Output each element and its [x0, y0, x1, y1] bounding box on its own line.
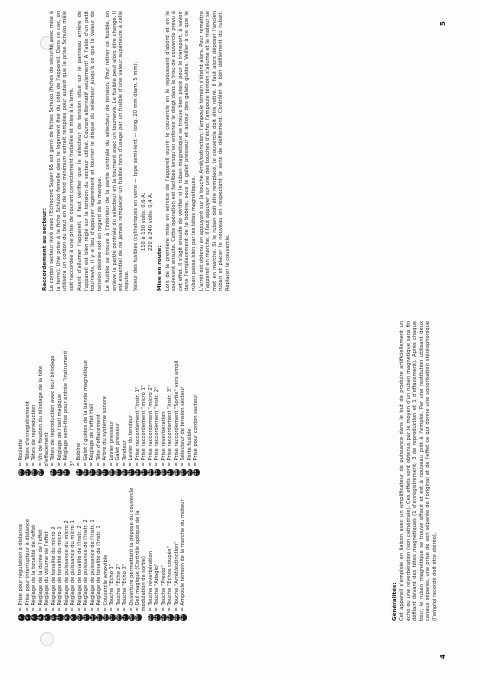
legend-number-badge: 27: [24, 469, 30, 476]
legend-number-badge: 26: [18, 469, 23, 476]
legend-text: = Touche "Echo 1": [109, 563, 115, 612]
secteur-heading: Raccordement au secteur:: [42, 208, 48, 291]
legend-text: = Tête d'effacement: [95, 414, 102, 467]
legend-number-badge: 6: [50, 616, 56, 620]
legend-number-badge: 10: [76, 614, 82, 621]
legend-number-badge: 45: [154, 469, 160, 476]
legend-text: = Touche réverbération: [147, 550, 154, 612]
legend-column-1: [18, 486, 187, 621]
legend-text: = Levier du tendeur: [128, 414, 135, 467]
fuses-intro: Valeur des fusibles (cylindriques en verre — type semi-lent — long. 20 mm diam. 5 mm):: [132, 61, 139, 291]
legend-text: = Touche "Adagio": [154, 563, 161, 612]
legend-text: = Réglage de la tonalité de l'effet: [31, 524, 37, 612]
legend-column-2: [18, 346, 200, 476]
legend-text: = Roulette: [18, 439, 24, 467]
legend-number-badge: 23: [167, 614, 173, 621]
legend-text: = Réglage de tonalité de l'instr. 1: [96, 525, 102, 612]
legend-text: = Réglage de puissance de l'instr. 2: [83, 519, 89, 612]
legend-number-badge: 46: [160, 469, 166, 476]
legend-text: = Réglage de puissance du micro 1: [70, 520, 76, 612]
legend-text: = Galet / guides de la bande magnétique: [82, 360, 89, 467]
legend-text: = Sélecteur de tension secteur: [180, 386, 187, 467]
legend-text: = Ouverture permettant la dépose du couvercle: [128, 487, 135, 612]
legend-number-badge: 33: [76, 469, 82, 476]
legend-text: = Réglage du volume de l'effet: [44, 531, 50, 612]
legend-number-badge: 48: [173, 469, 179, 476]
legend-text: = Prise raccordement "micro 2": [147, 384, 154, 467]
legend-number-badge: 19: [135, 614, 140, 621]
legend-text: = Réglage de puissance du micro 2: [63, 520, 70, 612]
legend-text: = Prise raccordement "Sortie" vers ampli: [173, 360, 180, 467]
legend-number-badge: 47: [167, 469, 173, 476]
legend-text: = Prise raccordement "micro 1": [141, 384, 148, 467]
legend-text: = Réglage semi-fixe pour entrée "instrument 3": [63, 350, 76, 467]
legend-text: = Prise raccordement "Instr. 3": [167, 386, 174, 467]
legend-text: = Prise pour régulation à distance: [18, 523, 24, 612]
legend-item: [63, 346, 76, 476]
legend-number-badge: 11: [83, 614, 88, 621]
secteur-paragraph-3: Le fusible se trouve à l'intérieur de la partie centrale du sélecteur de tension. Pour retirer ce fusible, on enlève la partie centrale du sélecteur en la tournant avec un tournevis. Le fusible peut alors être changé. Il est essentiel de ne jamais remplacer un fusible hors d'usage par un fusible d'une valeur supérieure à celle requise.: [105, 11, 131, 291]
mise-paragraph-1: Lors de la première mise en service de l'appareil ouvrir le couvercle en le repoussant d'abord et en le soulevant ensuite. Cette opération est facilitée lorsqu'on enfonce le doigt dans le trou de couvercle prévu à cet effet. Il s'agit ensuite de vérifier si le ruban magnétique se trouve bien placé pour le transport, à savoir dans l'emplacement de la bobine, sous le galet presseur et autour des galets guides. Veiller à ce que le ruban passe bien par les têtes magnétiques.: [164, 11, 197, 291]
legend-number-badge: 38: [108, 469, 114, 476]
fuse-values: [141, 11, 154, 251]
legend-number-badge: 31: [56, 469, 62, 476]
fuse-value-110: 110 à 130 volts: 0,6 A;: [141, 192, 148, 251]
general-text: Cet appareil s'emploie en liaison avec un amplificateur de puissance dans le but de produire artificiellement un écho ou une réverbération (son cathédrale). Ces effets sont obtenus par le moyen d'un ruban magnétique sans fin défilant devant des têtes magnétiques (1 d'enregistrement, 3 de reproduction et 1 d'effacement). Après chaque tour, le ruban magnétique se trouve effacé et est à nouveau prêt à l'emploi. Par une restitution utilisant deux canaux séparés, une prise de son séparée de l'original et de l'effet ce qui donne une sonorisation stéréophonique (l'emploi recordé doit être stéréo).: [399, 321, 438, 621]
legend-number-badge: 49: [180, 469, 186, 476]
page-number-right: 5: [439, 21, 447, 26]
legend-text: = Réglage de puissance de l'instr. 1: [89, 519, 96, 612]
legend-text: = Réglage de l'oeil magique: [56, 393, 63, 467]
legend-number-badge: 16: [115, 614, 121, 621]
legend-number-badge: 1: [18, 616, 23, 620]
legend-number-badge: 22: [160, 614, 166, 621]
legend-number-badge: 2: [24, 616, 30, 620]
legend-number-badge: 51: [193, 469, 199, 476]
fuse-value-220: 220 à 240 volts: 0,4 A.: [147, 192, 154, 251]
legend-text: = Levier presseur: [108, 420, 115, 467]
legend-number-badge: 34: [82, 469, 88, 476]
legend-number-badge: 32: [63, 469, 69, 476]
legend-number-badge: 41: [128, 469, 134, 476]
general-section: [392, 321, 440, 621]
right-column: [42, 11, 233, 291]
general-heading: Généralités:: [392, 582, 398, 621]
legend-text: = Prise réverbération: [160, 411, 167, 467]
legend-text: = Prise pour cordon secteur: [193, 394, 200, 467]
legend-number-badge: 20: [147, 614, 153, 621]
legend-number-badge: 4: [37, 616, 43, 620]
legend-text: = Prise raccordement "Instr. 2": [154, 386, 161, 467]
legend-text: = Ampoule témoin de la marche du moteur: [180, 499, 187, 612]
legend-text: = Porte fusible: [186, 428, 193, 467]
page-number-left: 4: [439, 654, 447, 659]
legend-number-badge: 36: [95, 469, 101, 476]
legend-text: = Touche "Echo 3": [122, 563, 128, 612]
legend-text: = Couvercle amovible: [102, 554, 109, 612]
legend-number-badge: 25: [180, 614, 186, 621]
legend-number-badge: 24: [173, 614, 179, 621]
legend-number-badge: 13: [96, 614, 101, 621]
legend-text: = Galet presseur: [115, 422, 122, 467]
legend-text: = Réglage de tonalité de l'instr. 2: [76, 525, 83, 612]
legend-number-badge: 8: [63, 616, 69, 620]
mise-heading: Mise en route:: [157, 245, 164, 291]
legend-number-badge: 37: [102, 469, 108, 476]
legend-text: = Réglage de la durée de l'effet: [37, 529, 44, 612]
legend-number-badge: 21: [154, 614, 160, 621]
legend-text: = Oeil magique (Contrôle optique de la modulation de sortie): [135, 510, 148, 612]
legend-text: = Touche "Echos coupés": [167, 546, 174, 612]
legend-number-badge: 30: [50, 469, 56, 476]
legend-text: = Réglage de tonalité du micro 1: [57, 526, 63, 612]
legend-number-badge: 14: [102, 614, 108, 621]
legend-text: = Têtes de reproduction avec leur blindage: [50, 355, 57, 467]
legend-number-badge: 3: [31, 616, 36, 620]
legend-number-badge: 12: [89, 614, 95, 621]
legend-number-badge: 15: [109, 614, 114, 621]
legend-text: = Têtes de reproduction: [31, 404, 37, 467]
legend-number-badge: 5: [44, 616, 49, 620]
legend-number-badge: 50: [186, 469, 192, 476]
secteur-paragraph-2: Avant d'allumer l'appareil, il faut vérifier que le sélecteur de tension situé sur le panneau arrière de l'appareil est bien réglé sur la tension du secteur utilisé. Courant alternatif seulement! A l'aide d'un petit tournevis, il y a lieu d'appuyer légèrement et tourner le disque du sélecteur jusqu'à ce que la valeur de tension désirée soit en regard de la marque.: [77, 11, 103, 291]
legend-number-badge: 44: [147, 469, 153, 476]
legend-number-badge: 40: [121, 469, 127, 476]
legend-text: = Touche "Echo 2": [115, 563, 122, 612]
legend-text: = Bobine: [76, 442, 83, 467]
legend-text: = Tendeur: [121, 440, 128, 467]
legend-text: = Prise pour interrupteur à distance: [24, 518, 31, 612]
legend-number-badge: 7: [57, 616, 62, 620]
legend-text: = Arbre du système sonore: [102, 395, 109, 467]
legend-item: [180, 486, 187, 621]
legend-text: = Vis de fixation du blindage de la tête d'effacement: [37, 365, 50, 467]
legend-number-badge: 18: [128, 614, 134, 621]
legend-number-badge: 35: [89, 469, 95, 476]
mise-paragraph-2: L'arrêt est obtenu en appuyant sur la touche Arrêt/extinction; l'ampoule témoin s'éteint alors. Pour remettre l'appareil en marche, il faut appuyer sur une des touches d'écho; l'ampoule témoin s'allume et le moteur se met en marche. Si le ruban doit être remplacé, le couvercle doit être retiré. Il faut alors déposer l'ancien ruban et placer le nouveau en respectant le sens de défilement. Contrôler le bon défilement du ruban. Replacer le couvercle.: [198, 11, 231, 291]
legend-number-badge: 29: [37, 469, 43, 476]
legend-number-badge: 9: [70, 616, 75, 620]
legend-text: = Prise raccordement "Instr. 1": [134, 386, 141, 467]
legend-text: = Touche "Arrêt/extinction": [173, 541, 180, 612]
legend-number-badge: 43: [141, 469, 147, 476]
legend-text: = Touche "Presto": [160, 565, 167, 612]
legend-number-badge: 17: [122, 614, 127, 621]
legend-item: [135, 486, 148, 621]
secteur-paragraph-1: Le cordon secteur livré avec l'Echocord Super 65 est garni de fiches Schuko (fiches de sécurité avec mise à la terre). Une prise à la fiche Schuko femelle dans le logement fixé du côté de l'appareil. Dans ce cas, on utilisera un cordon du bout en fil de fond minimum extrait remplies pour autant que la prise Schuko mâle soit raccordée à une prise de courant correctement installée et mise à la terre.: [49, 11, 75, 291]
legend-number-badge: 28: [31, 469, 36, 476]
legend-number-badge: 39: [115, 469, 121, 476]
legend-number-badge: 42: [134, 469, 140, 476]
legend-text: = Réglage de l'effet Hall: [89, 403, 96, 467]
legend-item: [193, 346, 200, 476]
legend-text: = Réglage de tonalité du micro 2: [50, 526, 57, 612]
legend-item: [38, 346, 51, 476]
legend-text: = Têtes d'enregistrement: [24, 401, 31, 467]
